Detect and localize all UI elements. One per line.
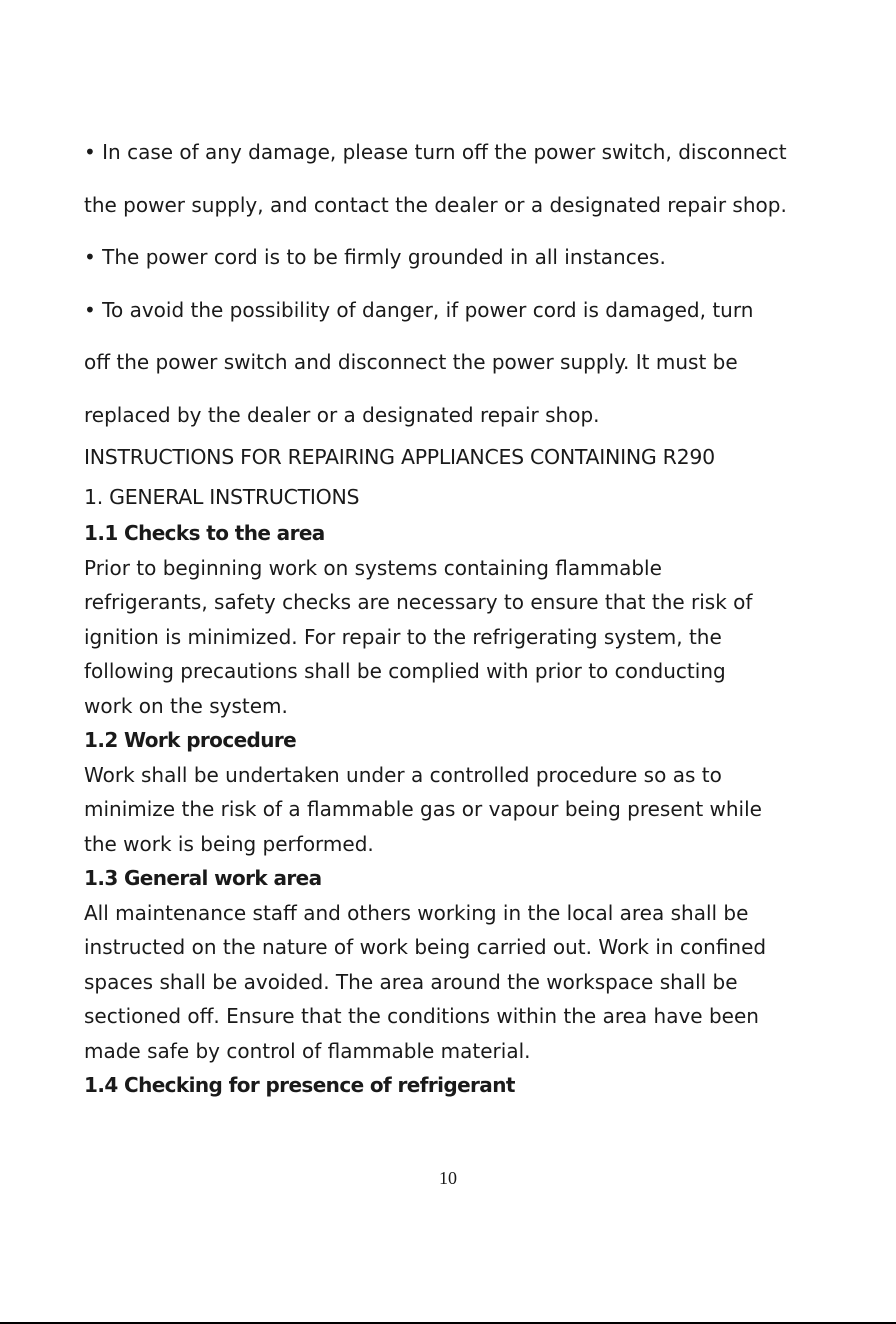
subsection-checks-to-area bbox=[84, 516, 864, 723]
subsection-heading: 1.2 Work procedure bbox=[84, 728, 297, 752]
paragraph-line: made safe by control of flammable material. bbox=[84, 1038, 531, 1063]
main-heading: INSTRUCTIONS FOR REPAIRING APPLIANCES CONTAINING R290 bbox=[84, 445, 715, 469]
bullet-line: the power supply, and contact the dealer or a designated repair shop. bbox=[84, 192, 787, 217]
paragraph-line: work on the system. bbox=[84, 693, 288, 718]
subsection-work-procedure bbox=[84, 723, 864, 861]
paragraph-line: Work shall be undertaken under a controlled procedure so as to bbox=[84, 762, 722, 787]
paragraph-line: instructed on the nature of work being carried out. Work in confined bbox=[84, 935, 767, 959]
section-heading: 1. GENERAL INSTRUCTIONS bbox=[84, 485, 360, 509]
bullet-line: • In case of any damage, please turn off the power switch, disconnect bbox=[84, 140, 787, 164]
paragraph-line: ignition is minimized. For repair to the refrigerating system, the bbox=[84, 624, 722, 649]
paragraph-line: All maintenance staff and others working in the local area shall be bbox=[84, 900, 749, 925]
safety-bullets bbox=[84, 126, 864, 441]
bullet-line: replaced by the dealer or a designated repair shop. bbox=[84, 402, 600, 427]
bullet-line: off the power switch and disconnect the power supply. It must be bbox=[84, 350, 738, 374]
paragraph-line: the work is being performed. bbox=[84, 831, 374, 856]
bullet-line: • The power cord is to be firmly grounded in all instances. bbox=[84, 245, 666, 269]
paragraph-line: refrigerants, safety checks are necessary to ensure that the risk of bbox=[84, 590, 753, 614]
repair-instructions bbox=[84, 442, 864, 1103]
page-number: 10 bbox=[439, 1168, 457, 1188]
paragraph-line: sectioned off. Ensure that the conditions within the area have been bbox=[84, 1004, 759, 1028]
paragraph-line: following precautions shall be complied with prior to conducting bbox=[84, 659, 726, 683]
subsection-heading: 1.1 Checks to the area bbox=[84, 521, 325, 545]
paragraph-line: minimize the risk of a flammable gas or vapour being present while bbox=[84, 797, 762, 821]
paragraph-line: Prior to beginning work on systems containing flammable bbox=[84, 555, 662, 580]
paragraph-line: spaces shall be avoided. The area around the workspace shall be bbox=[84, 969, 738, 994]
subsection-general-work-area bbox=[84, 861, 864, 1068]
subsection-heading: 1.3 General work area bbox=[84, 866, 322, 890]
subsection-checking-refrigerant bbox=[84, 1068, 864, 1103]
subsection-heading: 1.4 Checking for presence of refrigerant bbox=[84, 1073, 515, 1097]
bullet-line: • To avoid the possibility of danger, if power cord is damaged, turn bbox=[84, 297, 754, 322]
